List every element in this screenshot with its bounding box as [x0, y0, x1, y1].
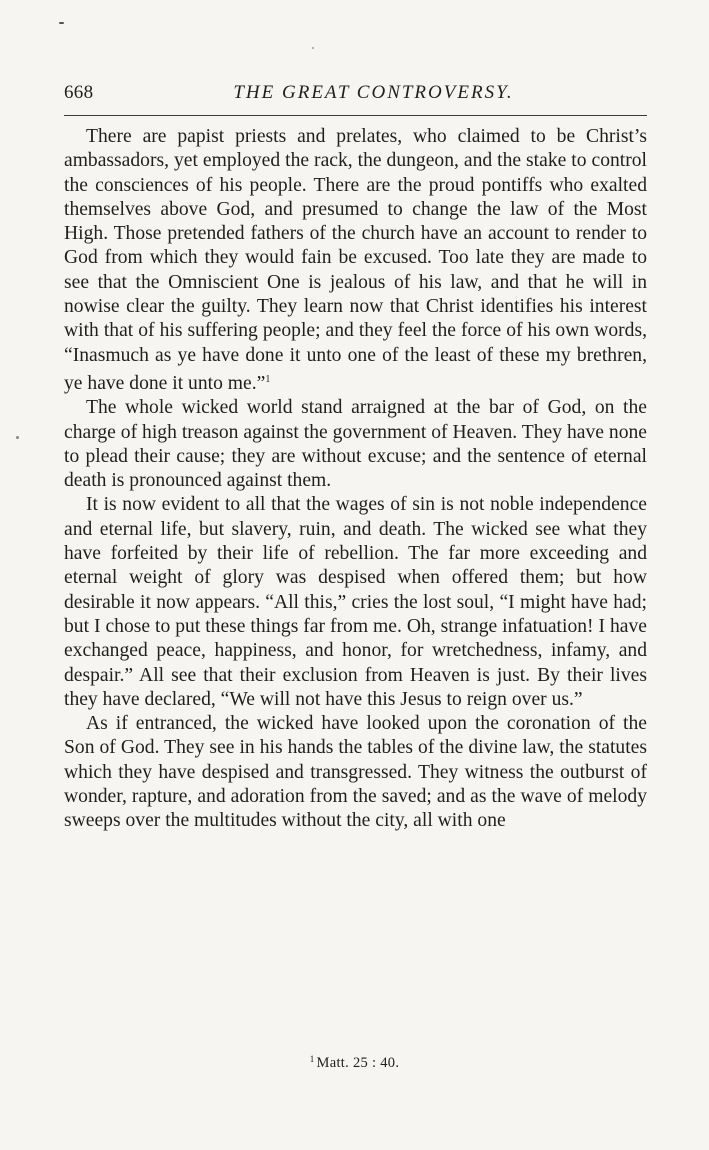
footnote-marker: 1: [309, 1054, 315, 1064]
print-speck: [16, 436, 19, 439]
footnote-text: Matt. 25 : 40.: [316, 1055, 400, 1071]
paragraph: The whole wicked world stand arraigned at the bar of God, on the charge of high treason against the government of Heaven. They have none to plead their cause; they are without excuse; and the sentence of eternal death is pronounced against them.: [64, 397, 647, 492]
header-rule: [64, 115, 647, 116]
print-speck: [312, 47, 314, 49]
body-text: [64, 125, 647, 834]
footnote: [0, 1054, 709, 1072]
footnote-reference: 1: [265, 373, 271, 385]
running-title: THE GREAT CONTROVERSY.: [233, 82, 514, 103]
print-speck: [59, 22, 64, 24]
paragraph: As if entranced, the wicked have looked upon the coronation of the Son of God. They see in his hands the tables of the divine law, the statutes which they have despised and transgressed. They witness the outburst of wonder, rapture, and adoration from the saved; and as the wave of melody sweeps over the multitudes without the city, all with one: [64, 713, 647, 832]
page-header: [64, 80, 647, 110]
paragraph: It is now evident to all that the wages of sin is not noble independence and eternal life, but slavery, ruin, and death. The wicked see what they have forfeited by their life of rebellion. The far more exceeding and eternal weight of glory was despised when offered them; but how desirable it now appears. “All this,” cries the lost soul, “I might have had; but I chose to put these things far from me. Oh, strange infatuation! I have exchanged peace, happiness, and honor, for wretchedness, infamy, and despair.” All see that their exclusion from Heaven is just. By their lives they have declared, “We will not have this Jesus to reign over us.”: [64, 494, 647, 710]
page-number: 668: [64, 82, 94, 103]
paragraph: There are papist priests and prelates, who claimed to be Christ’s ambassadors, yet employed the rack, the dungeon, and the stake to control the consciences of his people. There are the proud pontiffs who exalted themselves above God, and presumed to change the law of the Most High. Those pretended fathers of the church have an account to render to God from which they would fain be excused. Too late they are made to see that the Omniscient One is jealous of his law, and that he will in nowise clear the guilty. They learn now that Christ identifies his interest with that of his suffering people; and they feel the force of his own words, “Inasmuch as ye have done it unto one of the least of these my brethren, ye have done it unto me.”$^1$: [64, 126, 647, 394]
